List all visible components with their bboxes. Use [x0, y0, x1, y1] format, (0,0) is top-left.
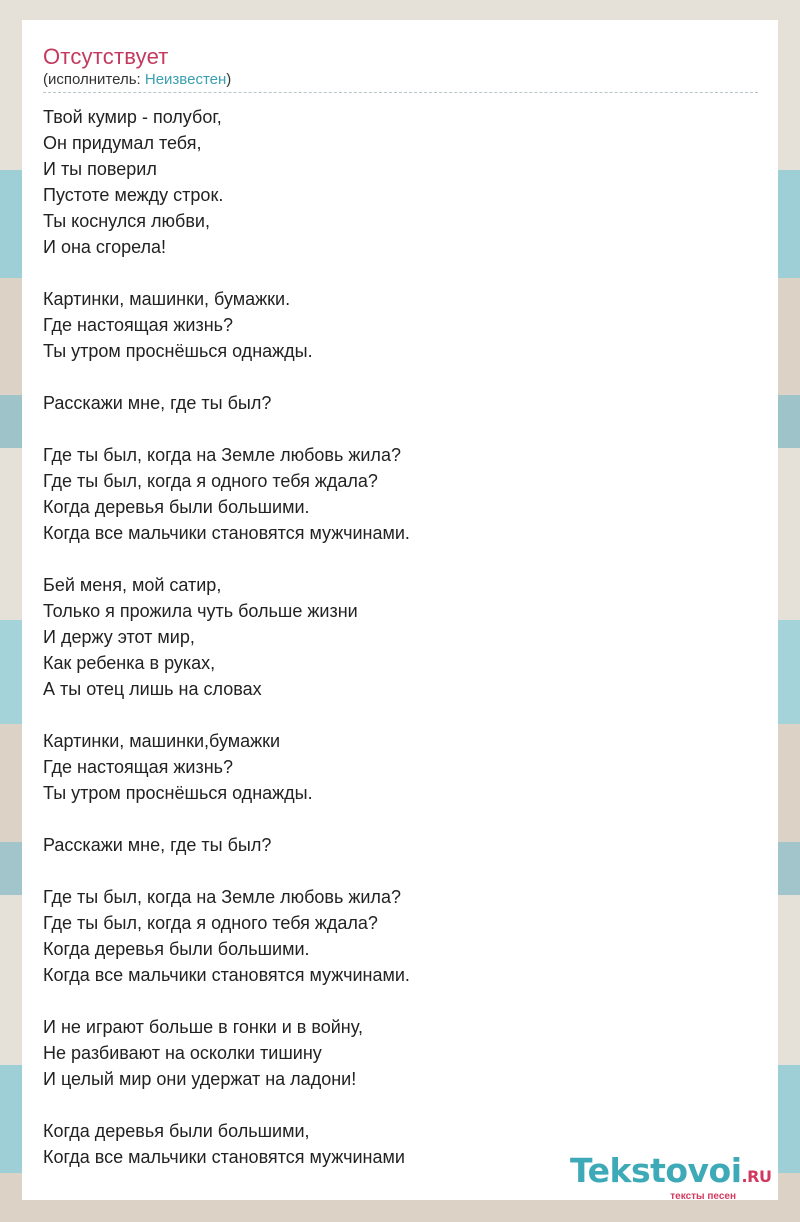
lyric-line: Ты коснулся любви, — [43, 211, 210, 231]
lyric-line: Как ребенка в руках, — [43, 653, 216, 673]
lyrics-stanza — [43, 442, 758, 546]
lyric-line: Когда все мальчики становятся мужчинами. — [43, 965, 410, 985]
lyrics-card — [22, 20, 778, 1200]
lyric-line: И ты поверил — [43, 159, 157, 179]
site-logo[interactable] — [570, 1153, 770, 1203]
lyric-line: И целый мир они удержат на ладони! — [43, 1069, 357, 1089]
lyric-line: И она сгорела! — [43, 237, 167, 257]
lyric-line: Расскажи мне, где ты был? — [43, 835, 272, 855]
song-title: Отсутствует — [43, 44, 169, 69]
lyric-line: Пустоте между строк. — [43, 185, 224, 205]
lyric-line: Где ты был, когда я одного тебя ждала? — [43, 471, 378, 491]
lyrics-stanza — [43, 286, 758, 364]
artist-prefix: (исполнитель: — [43, 71, 145, 88]
lyric-line: Картинки, машинки,бумажки — [43, 731, 281, 751]
lyric-line: И держу этот мир, — [43, 627, 195, 647]
logo-name: Tekstovoi — [570, 1151, 742, 1190]
lyric-line: Только я прожила чуть больше жизни — [43, 601, 358, 621]
logo-tld: .RU — [741, 1167, 772, 1186]
lyric-line: Когда деревья были большими, — [43, 1121, 310, 1141]
lyric-line: Где ты был, когда на Земле любовь жила? — [43, 445, 401, 465]
lyric-line: Твой кумир - полубог, — [43, 107, 222, 127]
lyrics-stanza — [43, 728, 758, 806]
lyric-line: Где ты был, когда на Земле любовь жила? — [43, 887, 401, 907]
lyric-line: Ты утром проснёшься однажды. — [43, 783, 313, 803]
artist-link[interactable]: Неизвестен — [144, 71, 227, 88]
lyric-line: Он придумал тебя, — [43, 133, 202, 153]
lyric-line: Бей меня, мой сатир, — [43, 575, 222, 595]
lyrics-stanza — [43, 884, 758, 988]
lyric-line: Ты утром проснёшься однажды. — [43, 341, 313, 361]
artist-line — [43, 70, 758, 93]
lyric-line: Расскажи мне, где ты был? — [43, 393, 272, 413]
lyrics-stanza — [43, 832, 758, 858]
lyric-line: Где настоящая жизнь? — [43, 757, 234, 777]
lyric-line: Где настоящая жизнь? — [43, 315, 234, 335]
logo-tagline: тексты песен — [670, 1191, 736, 1202]
lyric-line: Когда деревья были большими. — [43, 497, 310, 517]
lyrics-stanza — [43, 104, 758, 260]
lyrics-body — [43, 104, 758, 1196]
lyrics-stanza — [43, 572, 758, 702]
lyric-line: Когда деревья были большими. — [43, 939, 310, 959]
lyric-line: Где ты был, когда я одного тебя ждала? — [43, 913, 378, 933]
logo-wordmark — [570, 1153, 770, 1195]
lyrics-stanza — [43, 390, 758, 416]
lyric-line: Картинки, машинки, бумажки. — [43, 289, 291, 309]
artist-suffix: ) — [226, 71, 232, 88]
lyrics-stanza — [43, 1014, 758, 1092]
song-header — [43, 44, 758, 93]
lyric-line: А ты отец лишь на словах — [43, 679, 262, 699]
lyric-line: Когда все мальчики становятся мужчинами — [43, 1147, 405, 1167]
lyric-line: Не разбивают на осколки тишину — [43, 1043, 322, 1063]
lyric-line: Когда все мальчики становятся мужчинами. — [43, 523, 410, 543]
lyric-line: И не играют больше в гонки и в войну, — [43, 1017, 363, 1037]
